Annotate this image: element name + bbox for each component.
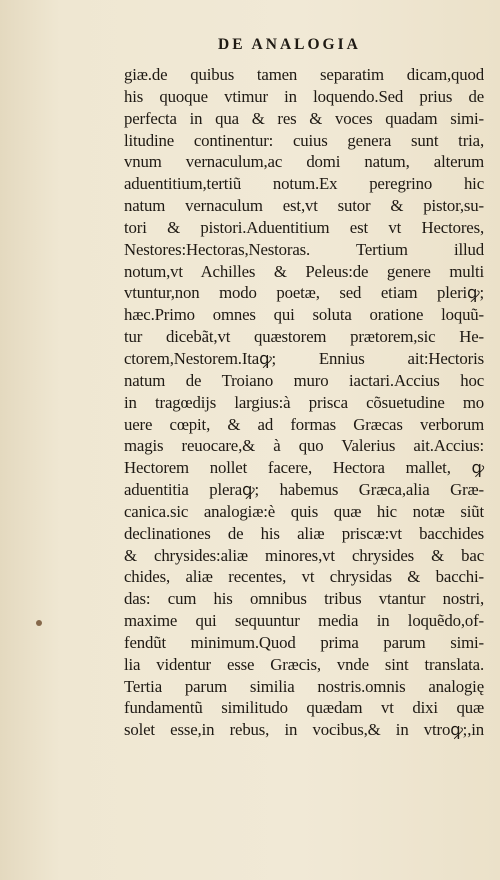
text-line: vtuntur,non modo poetæ, sed etiam pleriꝙ;	[124, 283, 484, 303]
text-line: Tertia parum similia nostris.omnis analogię	[124, 676, 484, 696]
text-line: declinationes de his aliæ priscæ:vt bacchides	[124, 523, 484, 543]
text-line: ctorem,Nestorem.Itaꝙ; Ennius ait:Hectoris	[124, 348, 484, 368]
text-line: fundamentũ similitudo quædam vt dixi quæ	[124, 698, 484, 718]
body-text	[124, 64, 484, 741]
text-line: notum,vt Achilles & Peleus:de genere multi	[124, 261, 484, 281]
text-line: das: cum his omnibus tribus vtantur nostri,	[124, 589, 484, 609]
text-line: aduentitia pleraꝙ; habemus Græca,alia Græ-	[124, 480, 484, 500]
text-line: solet esse,in rebus, in vocibus,& in vtroꝙ;,in	[124, 720, 484, 740]
text-line: litudine continentur: cuius genera sunt tria,	[124, 130, 484, 150]
text-line: perfecta in qua & res & voces quadam simi-	[124, 108, 484, 128]
text-line: tur dicebãt,vt quæstorem prætorem,sic He-	[124, 327, 484, 347]
text-line: in tragœdijs largius:à prisca cõsuetudine mo	[124, 392, 484, 412]
text-line: lia videntur esse Græcis, vnde sint translata.	[124, 654, 484, 674]
text-line: tori & pistori.Aduentitium est vt Hectores,	[124, 217, 484, 237]
text-line: maxime qui sequuntur media in loquẽdo,of-	[124, 611, 484, 631]
text-line: aduentitium,tertiũ notum.Ex peregrino hic	[124, 174, 484, 194]
ink-spot	[36, 620, 42, 626]
text-line: hæc.Primo omnes qui soluta oratione loquũ-	[124, 305, 484, 325]
text-line: chides, aliæ recentes, vt chrysidas & bacchi-	[124, 567, 484, 587]
text-line: giæ.de quibus tamen separatim dicam,quod	[124, 65, 484, 84]
text-line: & chrysides:aliæ minores,vt chrysides & bac	[124, 545, 484, 565]
text-line: magis reuocare,& à quo Valerius ait.Accius:	[124, 436, 484, 456]
running-header: DE ANALOGIA	[218, 36, 361, 53]
text-line: natum vernaculum est,vt sutor & pistor,su-	[124, 196, 484, 216]
text-line: vnum vernaculum,ac domi natum, alterum	[124, 152, 484, 172]
text-line: Nestores:Hectoras,Nestoras. Tertium illud	[124, 239, 484, 259]
text-line: canica.sic analogiæ:è quis quæ hic notæ siũt	[124, 501, 484, 521]
text-line: uere cœpit, & ad formas Græcas verborum	[124, 414, 484, 434]
text-line: fendũt minimum.Quod prima parum simi-	[124, 632, 484, 652]
text-line: Hectorem nollet facere, Hectora mallet, ꝙ	[124, 458, 484, 478]
text-line: natum de Troiano muro iactari.Accius hoc	[124, 370, 484, 390]
text-line: his quoque vtimur in loquendo.Sed prius de	[124, 86, 484, 106]
